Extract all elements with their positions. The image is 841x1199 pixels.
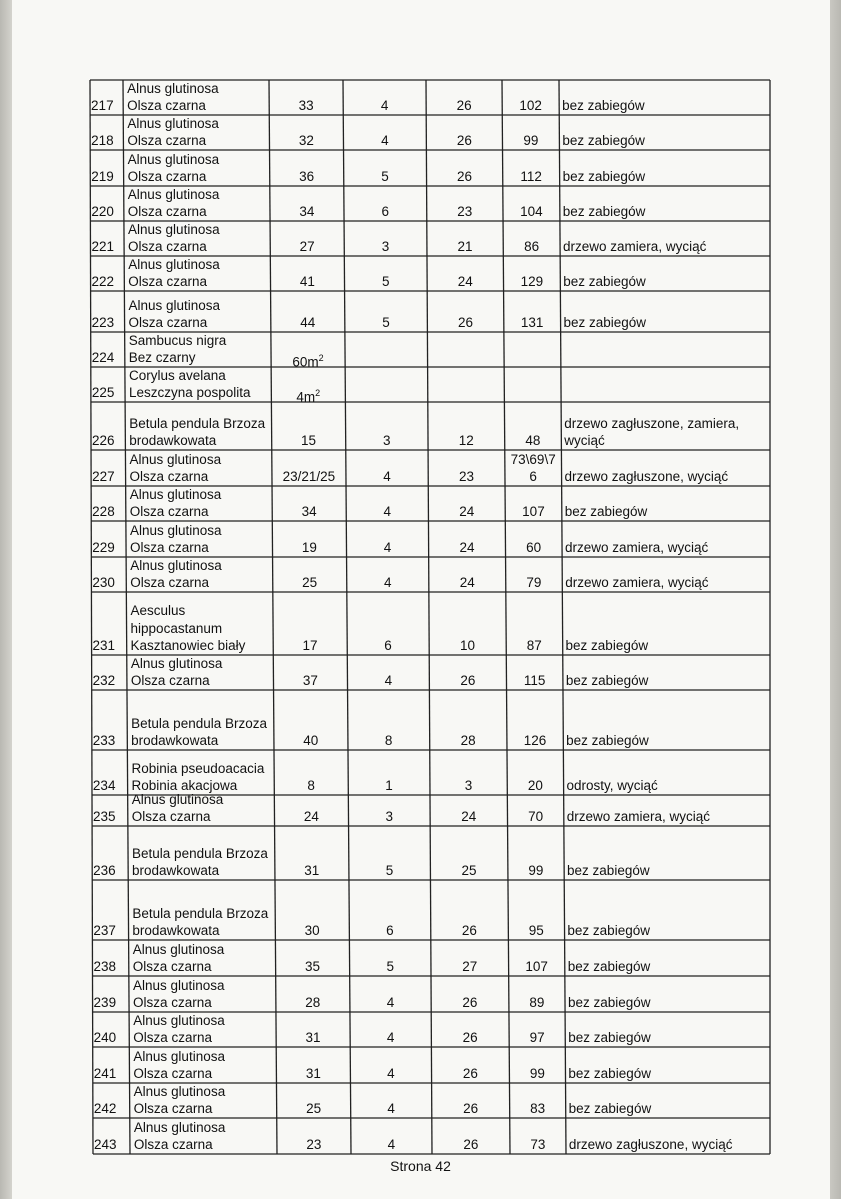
value-c1: 40 — [303, 733, 319, 748]
row-number: 235 — [93, 809, 116, 824]
species-name-line: Olsza czarna — [131, 809, 211, 824]
species-name-line: Alnus glutinosa — [129, 522, 222, 538]
value-c3: 21 — [457, 239, 473, 254]
species-name-line: Alnus glutinosa — [127, 115, 219, 131]
value-c3: 26 — [457, 315, 473, 330]
row-number: 243 — [93, 1137, 117, 1152]
species-name-line: Kasztanowiec biały — [130, 638, 246, 653]
species-name-line: Alnus glutinosa — [129, 451, 222, 467]
species-name-line: Alnus glutinosa — [127, 80, 219, 96]
value-c4: 99 — [523, 133, 539, 148]
value-c4: 20 — [527, 778, 543, 793]
species-name-line: Betula pendula Brzoza — [132, 845, 268, 861]
value-c3: 10 — [460, 638, 476, 653]
treatment-note: bez zabiegów — [562, 133, 645, 148]
species-name-line: Alnus glutinosa — [133, 1083, 226, 1099]
value-c1: 17 — [302, 638, 318, 653]
row-number: 231 — [92, 638, 116, 653]
value-c1: 36 — [299, 169, 315, 184]
row-number: 238 — [93, 959, 116, 974]
species-name-line: Olsza czarna — [130, 575, 209, 590]
value-c4: 126 — [523, 733, 547, 748]
species-name-line: Sambucus nigra — [128, 332, 227, 348]
species-name-line: Betula pendula Brzoza — [129, 415, 266, 431]
treatment-note: odrosty, wyciąć — [566, 778, 658, 793]
value-c3: 24 — [459, 540, 475, 555]
species-name-line: Olsza czarna — [133, 1066, 213, 1081]
species-name-line: Alnus glutinosa — [130, 557, 222, 573]
value-c4: 104 — [520, 204, 543, 219]
value-c3: 26 — [463, 1101, 479, 1116]
value-c4: 48 — [525, 433, 541, 448]
species-name-line: Alnus glutinosa — [128, 297, 221, 313]
value-c3: 23 — [459, 469, 475, 484]
species-name-line: hippocastanum — [130, 620, 223, 636]
value-c1: 34 — [299, 204, 315, 219]
treatment-note: drzewo zamiera, wyciąć — [566, 809, 711, 824]
value-c1: 34 — [301, 504, 317, 519]
value-c1: 44 — [300, 315, 316, 330]
species-name-line: Alnus glutinosa — [129, 486, 222, 502]
area-unit-exponent: 2 — [315, 388, 321, 398]
species-name-line: Alnus glutinosa — [127, 151, 220, 167]
row-number: 223 — [91, 315, 115, 330]
row-number: 218 — [91, 133, 114, 148]
treatment-note: bez zabiegów — [568, 1066, 651, 1081]
species-name-line: Olsza czarna — [127, 169, 207, 184]
treatment-note: wyciąć — [564, 433, 605, 448]
row-number: 220 — [91, 204, 114, 219]
treatment-note: drzewo zamiera, wyciąć — [563, 239, 707, 254]
species-name-line: Alnus glutinosa — [128, 221, 220, 237]
row-number: 240 — [93, 1030, 117, 1045]
value-c1: 30 — [304, 923, 320, 938]
species-name-line: Olsza czarna — [127, 98, 206, 113]
value-c4: 79 — [526, 575, 542, 590]
value-c2: 4 — [386, 1030, 395, 1045]
value-c4: 60 — [526, 540, 542, 555]
value-c1: 31 — [304, 863, 320, 878]
value-c2: 5 — [381, 169, 389, 184]
treatment-note: bez zabiegów — [567, 995, 651, 1010]
value-c4: 102 — [519, 98, 542, 113]
value-c1: 23/21/25 — [282, 469, 336, 484]
species-name-line: Olsza czarna — [128, 315, 208, 330]
row-number: 226 — [91, 433, 115, 448]
species-name-line: Olsza czarna — [129, 469, 209, 484]
value-c3: 12 — [458, 433, 474, 448]
treatment-note: bez zabiegów — [567, 959, 651, 974]
species-name-line: Alnus glutinosa — [130, 655, 223, 671]
value-c1: 27 — [299, 239, 315, 254]
treatment-note: bez zabiegów — [566, 733, 649, 748]
value-c2: 5 — [385, 863, 394, 878]
value-c2: 5 — [382, 315, 390, 330]
value-c4: 129 — [520, 274, 544, 289]
value-c2: 3 — [385, 809, 393, 824]
value-c3: 26 — [461, 923, 477, 938]
row-number: 234 — [92, 778, 116, 793]
value-c4: 99 — [529, 1066, 545, 1081]
species-name-line: Olsza czarna — [133, 1137, 213, 1152]
value-c2: 4 — [384, 673, 393, 688]
value-c2: 4 — [383, 575, 392, 590]
row-number: 242 — [93, 1101, 117, 1116]
row-number: 228 — [92, 504, 115, 519]
value-c2: 6 — [386, 923, 394, 938]
value-c1 — [271, 350, 345, 371]
treatment-note: drzewo zagłuszone, wyciąć — [564, 469, 729, 484]
row-number: 224 — [91, 350, 115, 365]
treatment-note: bez zabiegów — [563, 274, 646, 289]
species-name-line: Olsza czarna — [133, 1030, 212, 1045]
value-c2: 4 — [383, 469, 391, 484]
treatment-note: bez zabiegów — [562, 98, 645, 113]
species-name-line: Betula pendula Brzoza — [132, 905, 269, 921]
treatment-note: bez zabiegów — [565, 673, 649, 688]
value-c2: 4 — [387, 1066, 395, 1081]
row-number: 241 — [93, 1066, 117, 1081]
species-name-line: brodawkowata — [129, 433, 217, 448]
value-c1: 19 — [301, 540, 317, 555]
species-name-line: Betula pendula Brzoza — [131, 715, 267, 731]
value-c3: 27 — [462, 959, 478, 974]
treatment-note: drzewo zamiera, wyciąć — [565, 575, 709, 590]
value-c4: 89 — [529, 995, 545, 1010]
value-c2: 4 — [383, 540, 392, 555]
treatment-note: bez zabiegów — [564, 504, 648, 519]
treatment-note: bez zabiegów — [562, 169, 646, 184]
treatment-note: bez zabiegów — [562, 204, 646, 219]
value-c1: 31 — [305, 1066, 321, 1081]
value-c4: 87 — [526, 638, 542, 653]
value-c2: 4 — [387, 1101, 395, 1116]
value-c4: 6 — [529, 469, 537, 484]
value-c4: 99 — [528, 863, 544, 878]
value-c2: 3 — [381, 239, 390, 254]
species-name-line: Alnus glutinosa — [133, 1119, 226, 1135]
species-name-line: Olsza czarna — [127, 204, 207, 219]
species-name-line: Robinia akacjowa — [131, 778, 238, 793]
value-c3: 23 — [457, 204, 473, 219]
treatment-note: bez zabiegów — [567, 863, 650, 878]
species-name-line: Alnus glutinosa — [128, 256, 220, 272]
value-c1: 32 — [298, 133, 314, 148]
value-c1: 33 — [298, 98, 314, 113]
value-c3: 24 — [459, 575, 475, 590]
value-c2: 6 — [381, 204, 390, 219]
value-c4: 97 — [529, 1030, 545, 1045]
row-number: 221 — [91, 239, 114, 254]
species-name-line: Olsza czarna — [133, 1101, 213, 1116]
value-c2: 4 — [387, 1137, 396, 1152]
value-c4: 70 — [528, 809, 544, 824]
species-name-line: Alnus glutinosa — [133, 1048, 225, 1064]
value-c4: 83 — [530, 1101, 546, 1116]
species-name-line: Olsza czarna — [132, 959, 212, 974]
value-c1: 23 — [306, 1137, 322, 1152]
species-name-line: Robinia pseudoacacia — [131, 760, 265, 776]
value-c4: 73\69\7 — [510, 451, 556, 467]
value-c1: 41 — [299, 274, 315, 289]
species-name-line: Alnus glutinosa — [132, 977, 225, 993]
species-name-line: Olsza czarna — [128, 274, 208, 289]
treatment-note: bez zabiegów — [568, 1101, 652, 1116]
species-name-line: Aesculus — [130, 603, 186, 618]
treatment-note: bez zabiegów — [565, 638, 649, 653]
row-number: 227 — [92, 469, 115, 484]
species-name-line: Olsza czarna — [129, 504, 209, 519]
row-number: 237 — [93, 923, 116, 938]
value-c3: 26 — [456, 98, 472, 113]
value-c3: 26 — [462, 1066, 478, 1081]
page-number: Strona 42 — [390, 1158, 451, 1174]
value-c1: 25 — [302, 575, 318, 590]
value-c3: 24 — [457, 274, 473, 289]
species-name-line: Alnus glutinosa — [131, 791, 224, 807]
value-c4: 112 — [520, 169, 542, 184]
value-c4: 107 — [522, 504, 545, 519]
value-c2: 5 — [381, 274, 390, 289]
row-number: 232 — [92, 673, 116, 688]
value-c3: 26 — [456, 133, 472, 148]
row-number: 236 — [93, 863, 116, 878]
species-name-line: Olsza czarna — [132, 995, 212, 1010]
row-number: 217 — [91, 98, 114, 113]
value-c3: 24 — [461, 809, 477, 824]
value-c4: 115 — [523, 673, 546, 688]
row-number: 239 — [93, 995, 117, 1010]
value-c3: 24 — [459, 504, 475, 519]
value-c1: 35 — [305, 959, 321, 974]
area-value: 60m — [292, 354, 319, 370]
value-c2: 1 — [385, 778, 393, 793]
value-c1: 31 — [305, 1030, 321, 1045]
value-c1: 24 — [303, 809, 319, 824]
value-c1: 37 — [302, 673, 318, 688]
row-number: 230 — [92, 575, 115, 590]
row-number: 225 — [91, 385, 115, 400]
value-c2: 5 — [386, 959, 394, 974]
value-c1 — [271, 385, 345, 406]
value-c1: 15 — [301, 433, 317, 448]
treatment-note: bez zabiegów — [563, 315, 647, 330]
species-name-line: Olsza czarna — [130, 673, 210, 688]
value-c3: 26 — [457, 169, 473, 184]
row-number: 233 — [92, 733, 116, 748]
value-c4: 131 — [520, 315, 544, 330]
species-name-line: brodawkowata — [131, 733, 219, 748]
value-c3: 26 — [462, 1030, 478, 1045]
treatment-note: drzewo zagłuszone, wyciąć — [568, 1137, 733, 1152]
value-c1: 25 — [306, 1101, 322, 1116]
value-c2: 4 — [380, 98, 389, 113]
species-name-line: brodawkowata — [132, 923, 220, 938]
value-c3: 28 — [460, 733, 476, 748]
value-c3: 3 — [464, 778, 473, 793]
treatment-note: drzewo zagłuszone, zamiera, — [564, 415, 740, 431]
value-c3: 26 — [462, 995, 478, 1010]
species-name-line: Olsza czarna — [127, 133, 207, 148]
value-c2: 4 — [386, 995, 395, 1010]
area-value: 4m — [296, 389, 316, 405]
species-name-line: Olsza czarna — [129, 540, 209, 555]
value-c2: 4 — [381, 133, 389, 148]
value-c1: 28 — [305, 995, 321, 1010]
row-number: 229 — [92, 540, 115, 555]
treatment-note: bez zabiegów — [567, 923, 650, 938]
species-name-line: brodawkowata — [132, 863, 220, 878]
species-name-line: Alnus glutinosa — [127, 186, 220, 202]
value-c4: 107 — [525, 959, 548, 974]
value-c3: 26 — [460, 673, 476, 688]
value-c2: 3 — [382, 433, 391, 448]
value-c2: 8 — [384, 733, 393, 748]
value-c4: 95 — [528, 923, 544, 938]
row-number: 219 — [91, 169, 114, 184]
species-name-line: Bez czarny — [128, 350, 196, 365]
value-c4: 86 — [524, 239, 540, 254]
species-name-line: Olsza czarna — [128, 239, 207, 254]
treatment-note: drzewo zamiera, wyciąć — [564, 540, 709, 555]
value-c2: 4 — [383, 504, 391, 519]
value-c1: 8 — [307, 778, 315, 793]
species-name-line: Alnus glutinosa — [133, 1012, 225, 1028]
area-unit-exponent: 2 — [318, 353, 324, 363]
value-c4: 73 — [530, 1137, 546, 1152]
value-c3: 25 — [461, 863, 477, 878]
value-c2: 6 — [384, 638, 392, 653]
species-name-line: Alnus glutinosa — [132, 941, 225, 957]
species-name-line: Corylus avelana — [128, 367, 226, 383]
row-number: 222 — [91, 274, 115, 289]
value-c3: 26 — [463, 1137, 479, 1152]
treatment-note: bez zabiegów — [568, 1030, 651, 1045]
species-name-line: Leszczyna pospolita — [128, 385, 251, 400]
